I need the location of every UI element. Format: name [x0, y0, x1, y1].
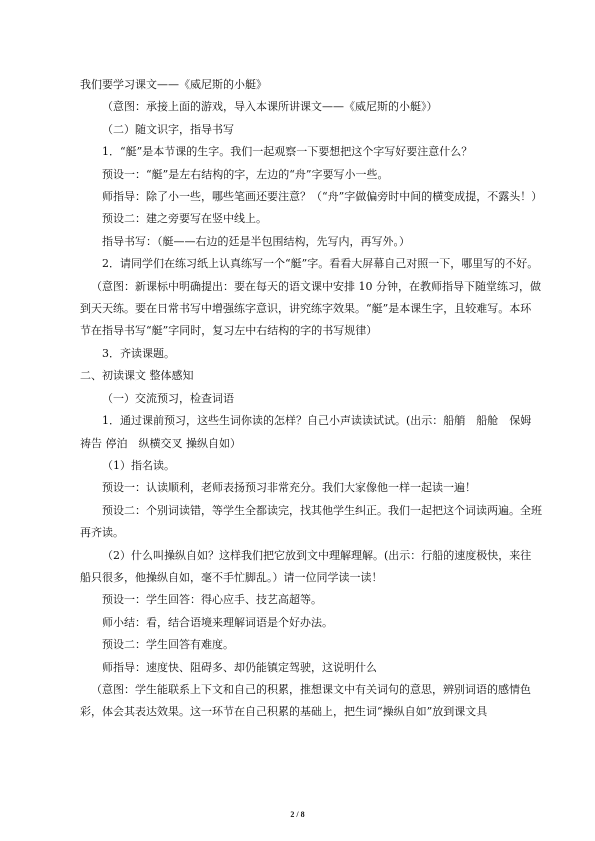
- page-number: 2 / 8: [290, 810, 305, 819]
- text-line: 指导书写：（艇——右边的廷是半包围结构，先写内，再写外。）: [102, 234, 410, 248]
- page-body: [80, 74, 542, 724]
- text-line: 3．齐读课题。: [102, 346, 175, 360]
- text-line: （意图：承接上面的游戏，导入本课所讲课文——《威尼斯的小艇》）: [102, 100, 438, 114]
- text-line: 师小结：看，结合语境来理解词语是个好办法。: [102, 615, 333, 629]
- text-line: （二）随文识字，指导书写: [102, 122, 234, 136]
- text-line: 预设一：认读顺利，老师表扬预习非常充分。我们大家像他一样一起读一遍！: [102, 481, 476, 495]
- text-line: 2．请同学们在练习纸上认真练写一个“艇”字。看看大屏幕自己对照一下，哪里写的不好。: [102, 257, 539, 271]
- text-line: 我们要学习课文——《威尼斯的小艇》: [80, 78, 267, 91]
- text-line: 1．通过课前预习，这些生词你读的怎样？自己小声读读试试。(出示：船艄 船舱 保姆祷告 停泊 纵横交叉 操纵自如）: [80, 414, 532, 450]
- text-line: 师指导：除了小一些，哪些笔画还要注意？（“舟”字做偏旁时中间的横变成提，不露头！）: [102, 190, 543, 204]
- text-line: （一）交流预习，检查词语: [102, 391, 234, 405]
- text-line: 师指导：速度快、阻碍多、却仍能镇定驾驶，这说明什么: [102, 660, 377, 674]
- text-line: 1．“艇”是本节课的生字。我们一起观察一下要想把这个字写好要注意什么？: [102, 145, 473, 159]
- text-line: （意图：学生能联系上下文和自己的积累，推想课文中有关词句的意思，辨别词语的感情色彩，体会其表达效果。这一环节在自己积累的基础上，把生词“操纵自如”放到课文具: [80, 682, 531, 719]
- text-line: （2）什么叫操纵自如？这样我们把它放到文中理解理解。(出示：行船的速度极快，来往船只很多，他操纵自如，毫不手忙脚乱。）请一位同学读一读！: [80, 548, 532, 584]
- text-line: 预设二：个别词读错，等学生全都读完，找其他学生纠正。我们一起把这个词读两遍。全班再齐读。: [80, 503, 542, 540]
- text-line: 预设二：建之旁要写在竖中线上。: [102, 212, 267, 226]
- text-line: （意图：新课标中明确提出：要在每天的语文课中安排 10 分钟，在教师指导下随堂练习，做到天天练。要在日常书写中增强练字意识，讲究练字效果。“艇”是本课生字，且较难写。本环节在指导书写“艇”字同时，复习左中右结构的字的书写规律）: [80, 279, 541, 338]
- text-line: 预设一：“艇”是左右结构的字，左边的“舟”字要写小一些。: [102, 167, 389, 181]
- text-line: （1）指名读。: [102, 458, 175, 472]
- text-line: 预设一：学生回答：得心应手、技艺高超等。: [102, 593, 322, 607]
- text-line: 预设二：学生回答有难度。: [102, 638, 234, 652]
- section-heading: 二、初读课文 整体感知: [80, 369, 194, 383]
